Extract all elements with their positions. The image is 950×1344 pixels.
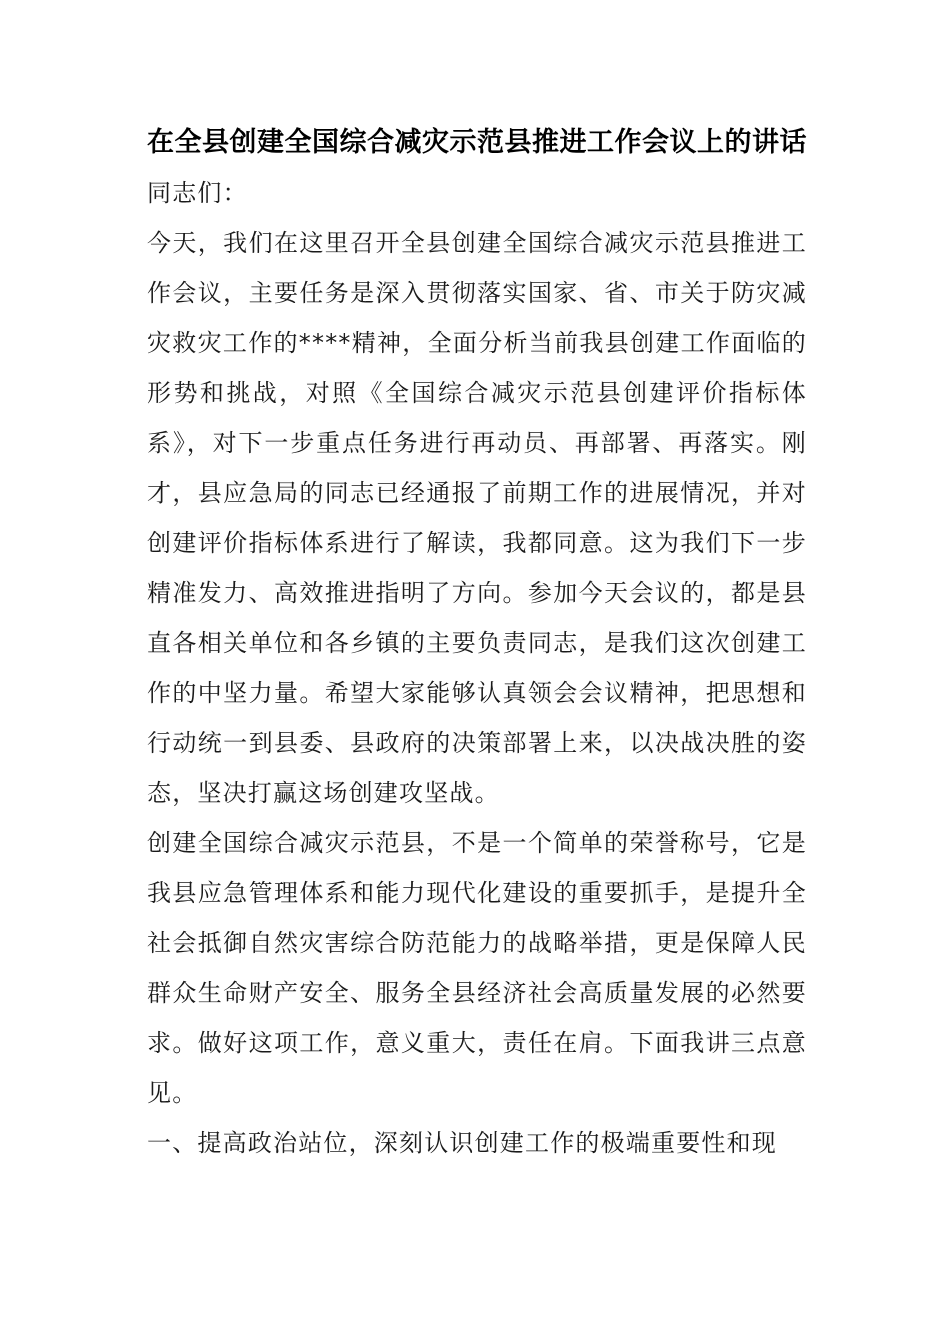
section-heading-one: 一、提高政治站位，深刻认识创建工作的极端重要性和现 [147, 1129, 777, 1157]
paragraph-significance: 创建全国综合减灾示范县，不是一个简单的荣誉称号，它是我县应急管理体系和能力现代化建设的重要抓手，是提升全社会抵御自然灾害综合防范能力的战略举措，更是保障人民群众生命财产安全、服务全县经济社会高质量发展的必然要求。做好这项工作，意义重大，责任在肩。下面我讲三点意见。 [147, 829, 807, 1107]
document-page [147, 118, 807, 1168]
paragraph-opening: 今天，我们在这里召开全县创建全国综合减灾示范县推进工作会议，主要任务是深入贯彻落实国家、省、市关于防灾减灾救灾工作的****精神，全面分析当前我县创建工作面临的形势和挑战，对照《全国综合减灾示范县创建评价指标体系》，对下一步重点任务进行再动员、再部署、再落实。刚才，县应急局的同志已经通报了前期工作的进展情况，并对创建评价指标体系进行了解读，我都同意。这为我们下一步精准发力、高效推进指明了方向。参加今天会议的，都是县直各相关单位和各乡镇的主要负责同志，是我们这次创建工作的中坚力量。希望大家能够认真领会会议精神，把思想和行动统一到县委、县政府的决策部署上来，以决战决胜的姿态，坚决打赢这场创建攻坚战。 [147, 229, 807, 807]
salutation: 同志们： [147, 179, 248, 207]
document-title: 在全县创建全国综合减灾示范县推进工作会议上的讲话 [147, 127, 807, 158]
